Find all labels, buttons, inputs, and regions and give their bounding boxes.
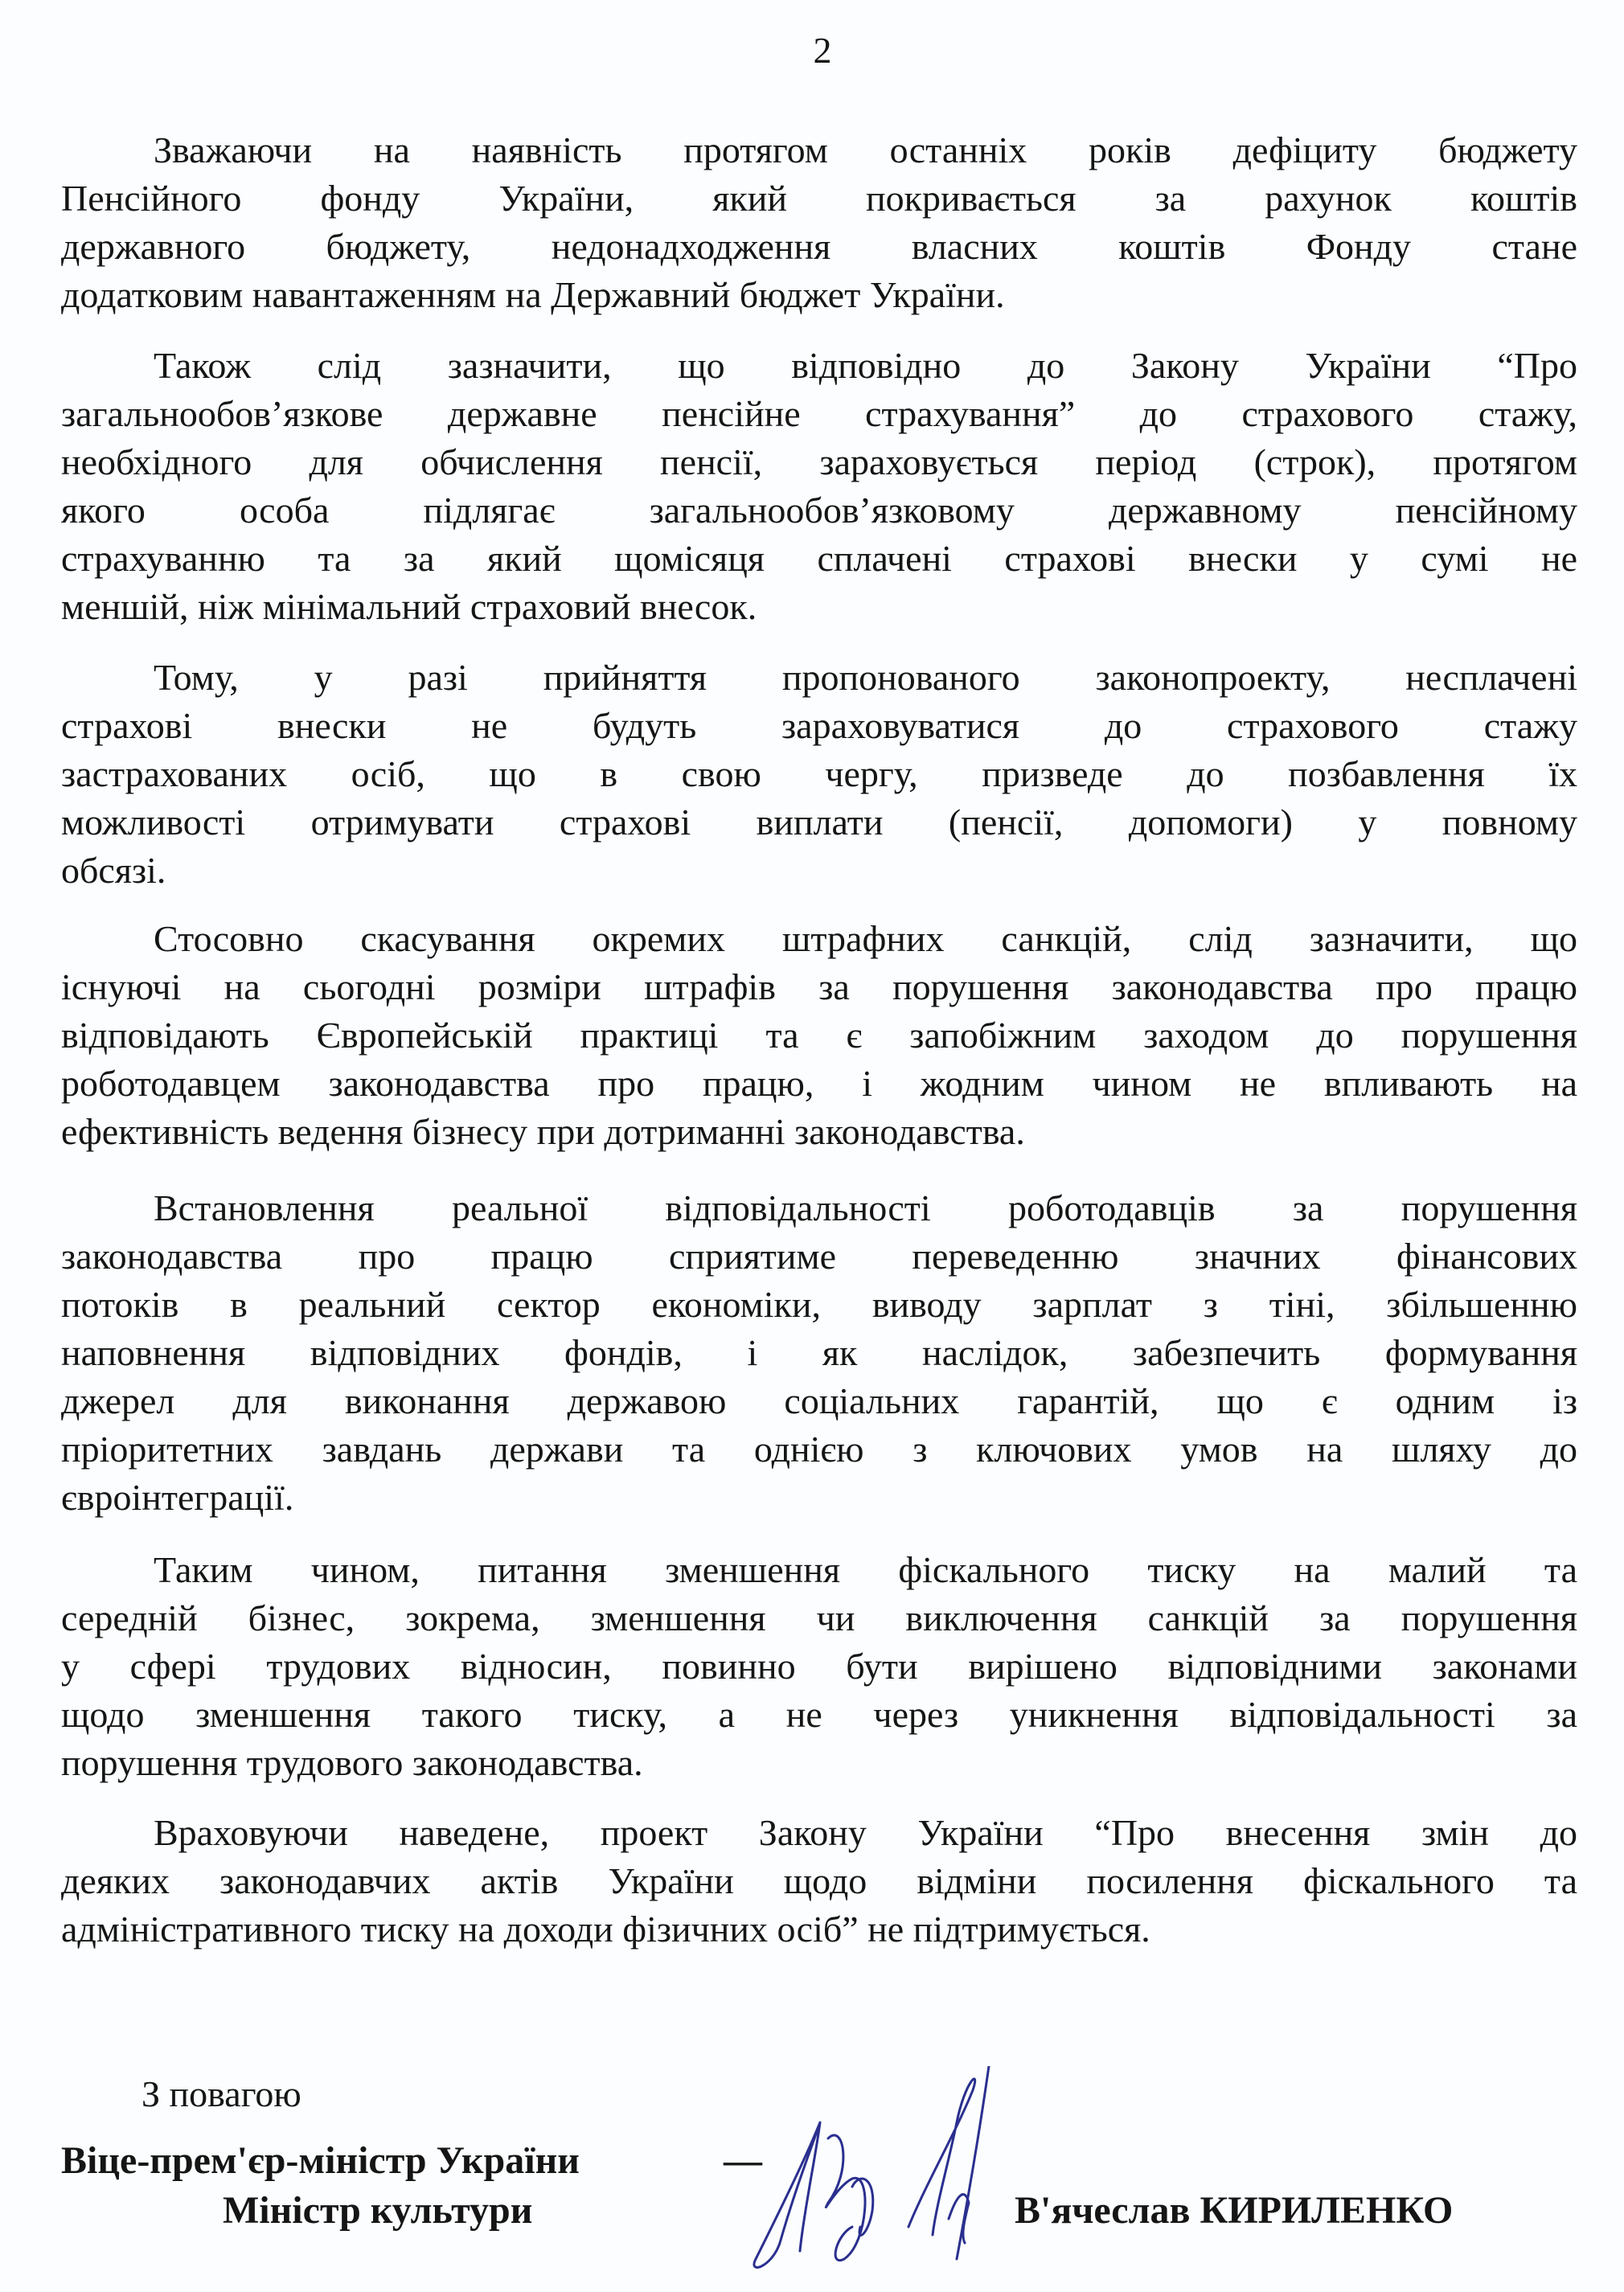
paragraph-line: ефективність ведення бізнесу при дотриманні законодавства.: [61, 1111, 1025, 1152]
closing-regards: З повагою: [141, 2073, 301, 2114]
paragraph-line: Пенсійного фонду України, який покривається за рахунок коштів: [61, 178, 1577, 219]
paragraph-line: середній бізнес, зокрема, зменшення чи виключення санкцій за порушення: [61, 1597, 1577, 1638]
paragraph-line: деяких законодавчих актів України щодо відміни посилення фіскального та: [61, 1860, 1577, 1901]
paragraph-line: щодо зменшення такого тиску, а не через уникнення відповідальності за: [61, 1694, 1577, 1735]
paragraph-line: Стосовно скасування окремих штрафних санкцій, слід зазначити, що: [154, 918, 1577, 959]
body-paragraph: [61, 1184, 1577, 1522]
paragraph-line: Тому, у разі прийняття пропонованого законопроекту, несплачені: [154, 657, 1577, 698]
paragraph-line: Таким чином, питання зменшення фіскального тиску на малий та: [154, 1549, 1577, 1590]
signatory-title-line1: Віце-прем'єр-міністр України: [61, 2139, 580, 2182]
paragraph-line: страхові внески не будуть зараховуватися до страхового стажу: [61, 705, 1577, 746]
paragraph-line: існуючі на сьогодні розміри штрафів за порушення законодавства про працю: [61, 966, 1577, 1007]
body-paragraph: [61, 342, 1577, 631]
body-paragraph: [61, 126, 1577, 319]
paragraph-line: у сфері трудових відносин, повинно бути вирішено відповідними законами: [61, 1646, 1577, 1687]
paragraph-line: додатковим навантаженням на Державний бюджет України.: [61, 274, 1005, 315]
paragraph-line: адміністративного тиску на доходи фізичних осіб” не підтримується.: [61, 1909, 1150, 1950]
body-paragraph: [61, 915, 1577, 1156]
paragraph-line: відповідають Європейській практиці та є запобіжним заходом до порушення: [61, 1015, 1577, 1056]
paragraph-line: Зважаючи на наявність протягом останніх років дефіциту бюджету: [154, 129, 1577, 170]
page-number: 2: [813, 30, 832, 71]
body-paragraph: [61, 1809, 1577, 1954]
paragraph-line: пріоритетних завдань держави та однією з ключових умов на шляху до: [61, 1429, 1577, 1470]
handwritten-signature: [724, 2066, 1109, 2275]
paragraph-line: якого особа підлягає загальнообов’язковому державному пенсійному: [61, 490, 1577, 531]
paragraph-line: державного бюджету, недонадходження власних коштів Фонду стане: [61, 226, 1577, 267]
paragraph-line: необхідного для обчислення пенсії, зараховується період (строк), протягом: [61, 441, 1577, 482]
body-paragraph: [61, 1546, 1577, 1787]
paragraph-line: Враховуючи наведене, проект Закону України “Про внесення змін до: [154, 1812, 1577, 1853]
paragraph-line: Також слід зазначити, що відповідно до Закону України “Про: [154, 345, 1577, 386]
paragraph-line: порушення трудового законодавства.: [61, 1742, 643, 1783]
paragraph-line: потоків в реальний сектор економіки, виводу зарплат з тіні, збільшенню: [61, 1284, 1577, 1325]
title-dash: —: [724, 2139, 762, 2182]
paragraph-line: законодавства про працю сприятиме переведенню значних фінансових: [61, 1236, 1577, 1277]
paragraph-line: можливості отримувати страхові виплати (пенсії, допомоги) у повному: [61, 802, 1577, 843]
paragraph-line: наповнення відповідних фондів, і як наслідок, забезпечить формування: [61, 1332, 1577, 1373]
signatory-name: В'ячеслав КИРИЛЕНКО: [1015, 2189, 1454, 2232]
paragraph-line: загальнообов’язкове державне пенсійне страхування” до страхового стажу,: [61, 393, 1577, 434]
paragraph-line: обсязі.: [61, 850, 166, 891]
body-paragraph: [61, 654, 1577, 895]
paragraph-line: меншій, ніж мінімальний страховий внесок.: [61, 586, 757, 627]
paragraph-line: роботодавцем законодавства про працю, і жодним чином не впливають на: [61, 1063, 1577, 1104]
paragraph-line: страхуванню та за який щомісяця сплачені страхові внески у сумі не: [61, 538, 1577, 579]
paragraph-line: застрахованих осіб, що в свою чергу, призведе до позбавлення їх: [61, 753, 1577, 794]
signatory-title-line2: Міністр культури: [223, 2189, 533, 2232]
paragraph-line: Встановлення реальної відповідальності роботодавців за порушення: [154, 1187, 1577, 1228]
paragraph-line: джерел для виконання державою соціальних гарантій, що є одним із: [61, 1380, 1577, 1421]
paragraph-line: євроінтеграції.: [61, 1477, 294, 1518]
